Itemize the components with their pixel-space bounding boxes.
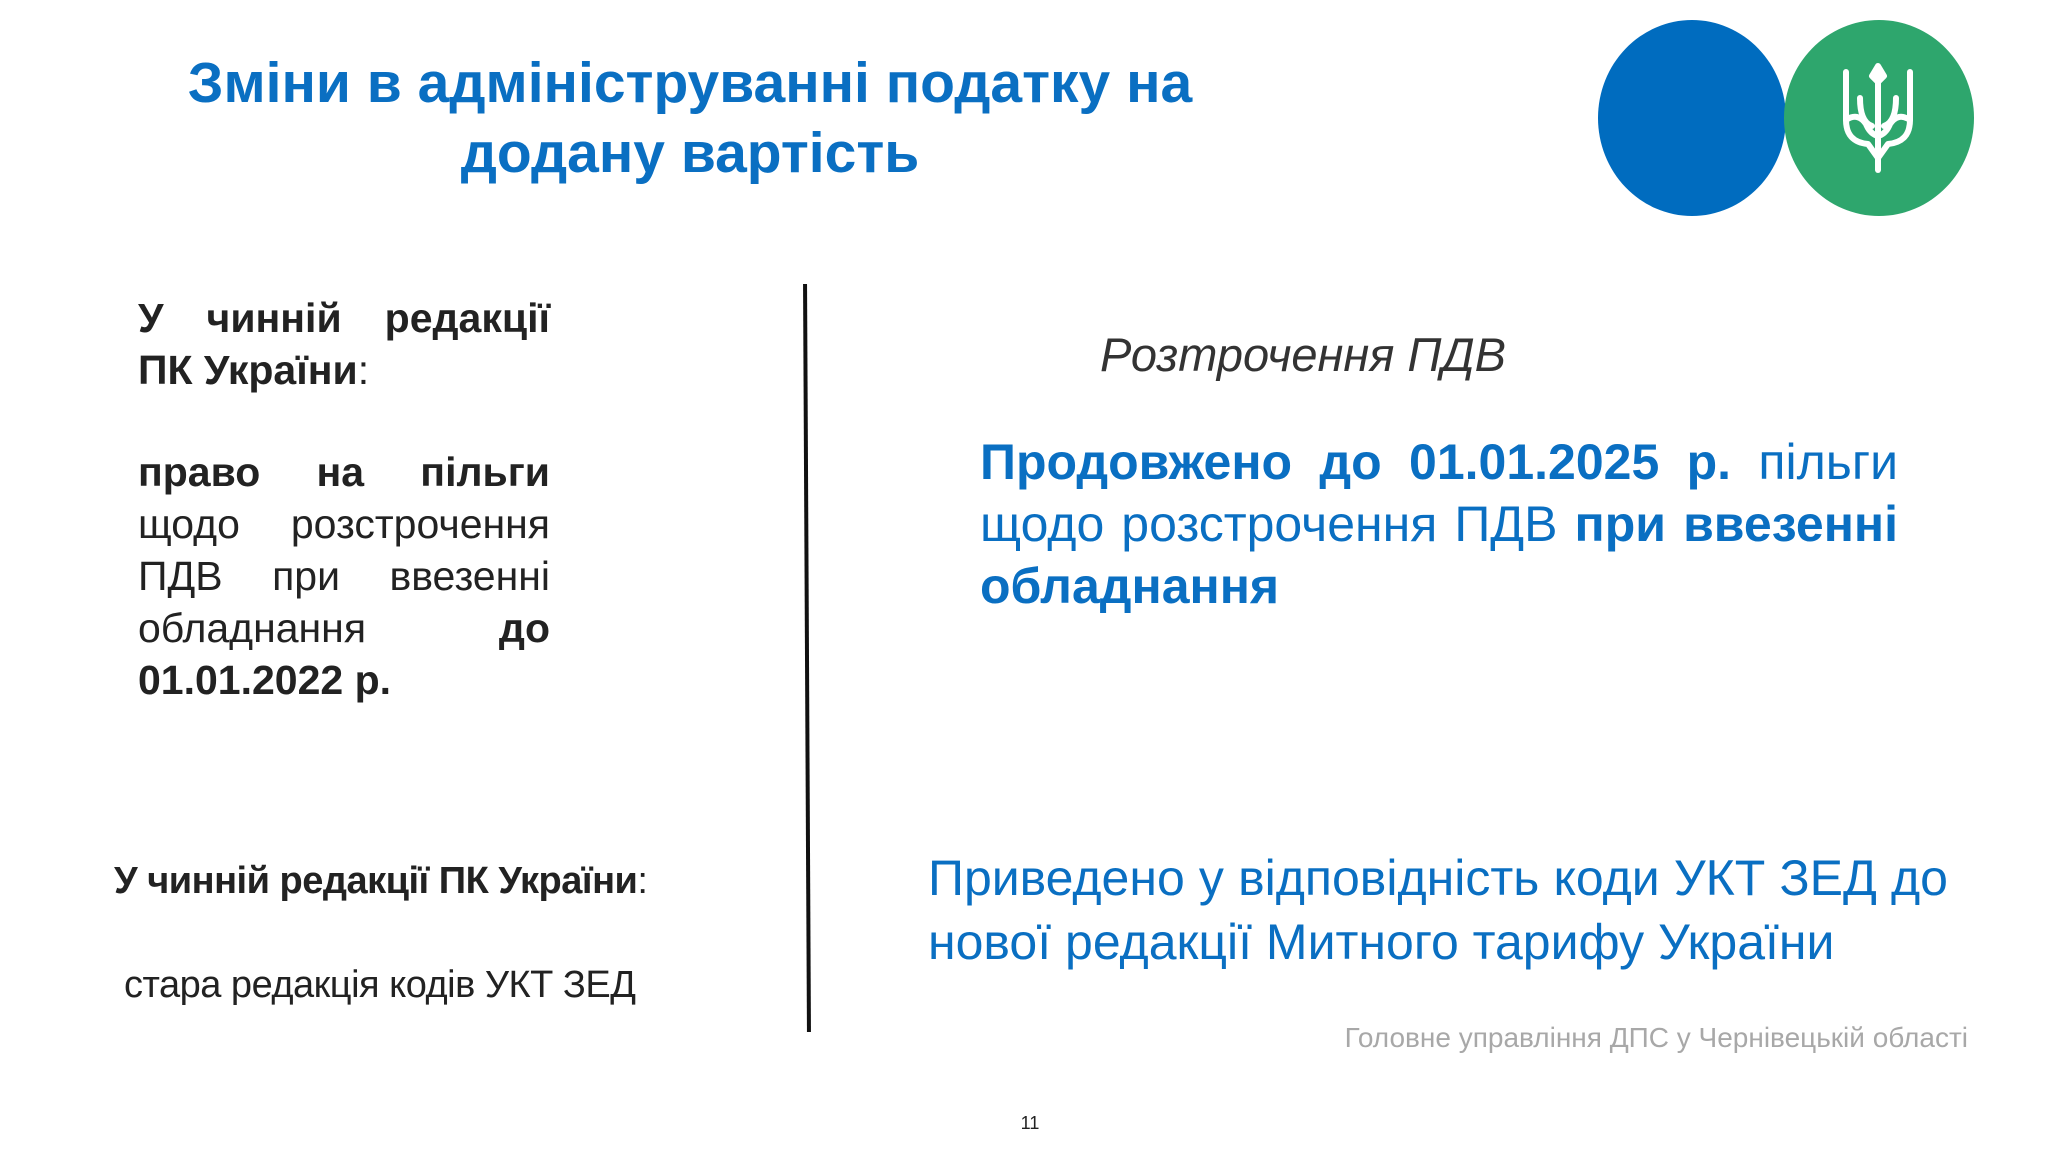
- footer-organization: Головне управління ДПС у Чернівецькій області: [1344, 1022, 1968, 1053]
- slide-title: [110, 48, 1270, 188]
- left-block-current-edition: [138, 292, 550, 396]
- left-installment-bold-start: право на пільги: [138, 449, 550, 495]
- page-number: 11: [1020, 1113, 1040, 1133]
- left-block-current-edition-2-bold: У чинній редакції ПК України: [114, 860, 638, 902]
- left-block-current-edition-suffix: :: [357, 347, 370, 393]
- right-heading: Розтрочення ПДВ: [1100, 328, 1506, 381]
- left-block-current-edition-2: [114, 856, 674, 906]
- left-block-installment-right: [138, 446, 550, 706]
- slide-title-line-1: Зміни в адмініструванні податку на: [187, 51, 1193, 115]
- logo-blue-circle: [1598, 20, 1786, 216]
- right-extended-bold-start: Продовжено до 01.01.2025 р.: [980, 434, 1732, 490]
- column-divider: [803, 284, 811, 1032]
- right-block-extended: [980, 431, 1898, 617]
- left-installment-bold-end: до 01.01.2022 р.: [138, 605, 550, 703]
- right-extended-text: пільги щодо розстрочення ПДВ: [980, 434, 1898, 552]
- right-extended-bold-end: при ввезенні обладнання: [980, 496, 1898, 614]
- right-block-codes-aligned: Приведено у відповідність коди УКТ ЗЕД до нової редакції Митного тарифу України: [928, 850, 1948, 970]
- trident-icon: [1838, 62, 1918, 174]
- left-installment-text: щодо розстрочення ПДВ при ввезенні обладнання: [138, 501, 550, 651]
- left-block-current-edition-2-suffix: :: [637, 860, 648, 902]
- left-block-current-edition-bold: У чинній редакції ПК України: [138, 295, 550, 393]
- left-block-old-codes: стара редакція кодів УКТ ЗЕД: [124, 964, 636, 1006]
- slide-title-line-2: додану вартість: [460, 121, 920, 185]
